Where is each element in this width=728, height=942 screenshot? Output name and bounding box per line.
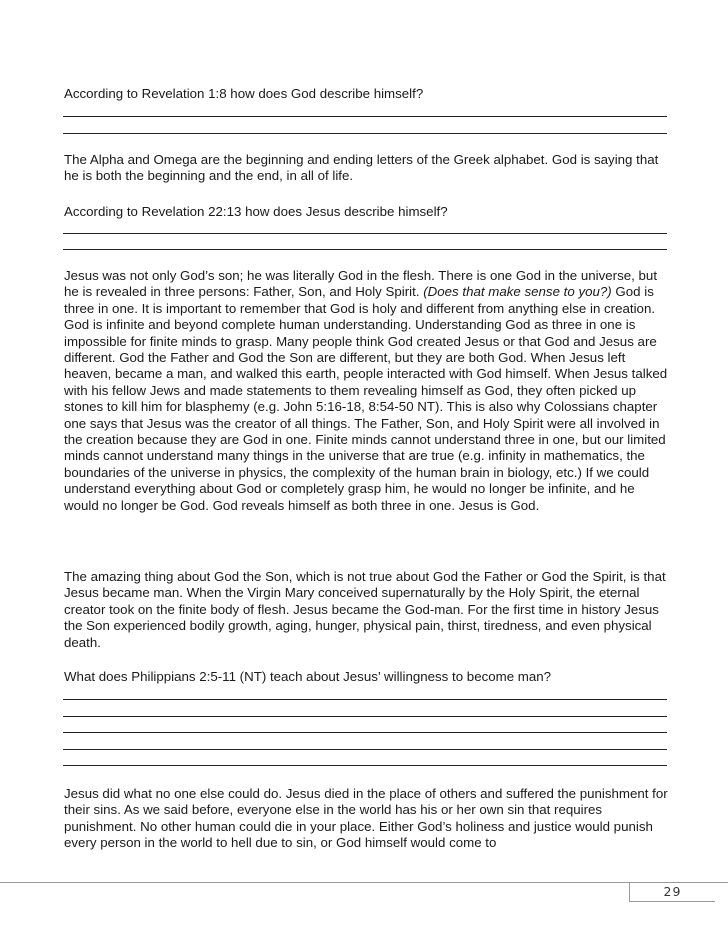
paragraph-god-the-son: The amazing thing about God the Son, which is not true about God the Father or God the Spirit, is that Jesus became man. When the Virgin Mary conceived supernaturally by the Holy Spirit, the eternal creator took on the finite body of flesh. Jesus became the God-man. For the first time in history Jesus the Son experienced bodily growth, aging, hunger, physical pain, thirst, tiredness, and even physical death.: [64, 569, 666, 650]
footer-rule: [0, 882, 728, 883]
answer-line: [63, 765, 667, 766]
page-number: 29: [629, 882, 715, 902]
answer-line: [63, 233, 667, 234]
answer-line: [63, 699, 667, 700]
question-revelation-22-13: According to Revelation 22:13 how does Jesus describe himself?: [64, 204, 448, 219]
question-revelation-1-8: According to Revelation 1:8 how does God describe himself?: [64, 86, 424, 101]
question-philippians: What does Philippians 2:5-11 (NT) teach about Jesus’ willingness to become man?: [64, 669, 552, 684]
paragraph-trinity: [64, 268, 668, 514]
trinity-text-part2: God is three in one. It is important to remember that God is holy and different from anything else in creation. God is infinite and beyond complete human understanding. Understanding God as three in one is impossible for finite minds to grasp. Many people think God created Jesus or that God and Jesus are different. God the Father and God the Son are different, but they are both God. When Jesus left heaven, became a man, and walked this earth, people interacted with God himself. When Jesus talked with his fellow Jews and made statements to them revealing himself as God, they often picked up stones to kill him for blasphemy (e.g. John 5:16-18, 8:54-50 NT). This is also why Colossians chapter one says that Jesus was the creator of all things. The Father, Son, and Holy Spirit were all involved in the creation because they are God in one. Finite minds cannot understand three in one, but our limited minds cannot understand many things in the universe that are true (e.g. infinity in mathematics, the boundaries of the universe in physics, the complexity of the human brain in biology, etc.) If we could understand everything about God or completely grasp him, he would no longer be infinite, and he would no longer be God. God reveals himself as both three in one. Jesus is God.: [64, 284, 668, 513]
trinity-italic-question: (Does that make sense to you?): [423, 284, 612, 300]
answer-line: [63, 732, 667, 733]
trinity-text-part1: Jesus was not only God’s son; he was literally God in the flesh. There is one God in the universe, but he is revealed in three persons: Father, Son, and Holy Spirit.: [64, 268, 658, 300]
paragraph-alpha-omega: The Alpha and Omega are the beginning and ending letters of the Greek alphabet. God is saying that he is both the beginning and the end, in all of life.: [64, 152, 659, 184]
answer-line: [63, 133, 667, 134]
answer-line: [63, 749, 667, 750]
answer-line: [63, 116, 667, 117]
answer-line: [63, 716, 667, 717]
paragraph-substitution: Jesus did what no one else could do. Jesus died in the place of others and suffered the punishment for their sins. As we said before, everyone else in the world has his or her own sin that requires punishment. No other human could die in your place. Either God’s holiness and justice would punish every person in the world to hell due to sin, or God himself would come to: [64, 786, 668, 851]
answer-line: [63, 249, 667, 250]
